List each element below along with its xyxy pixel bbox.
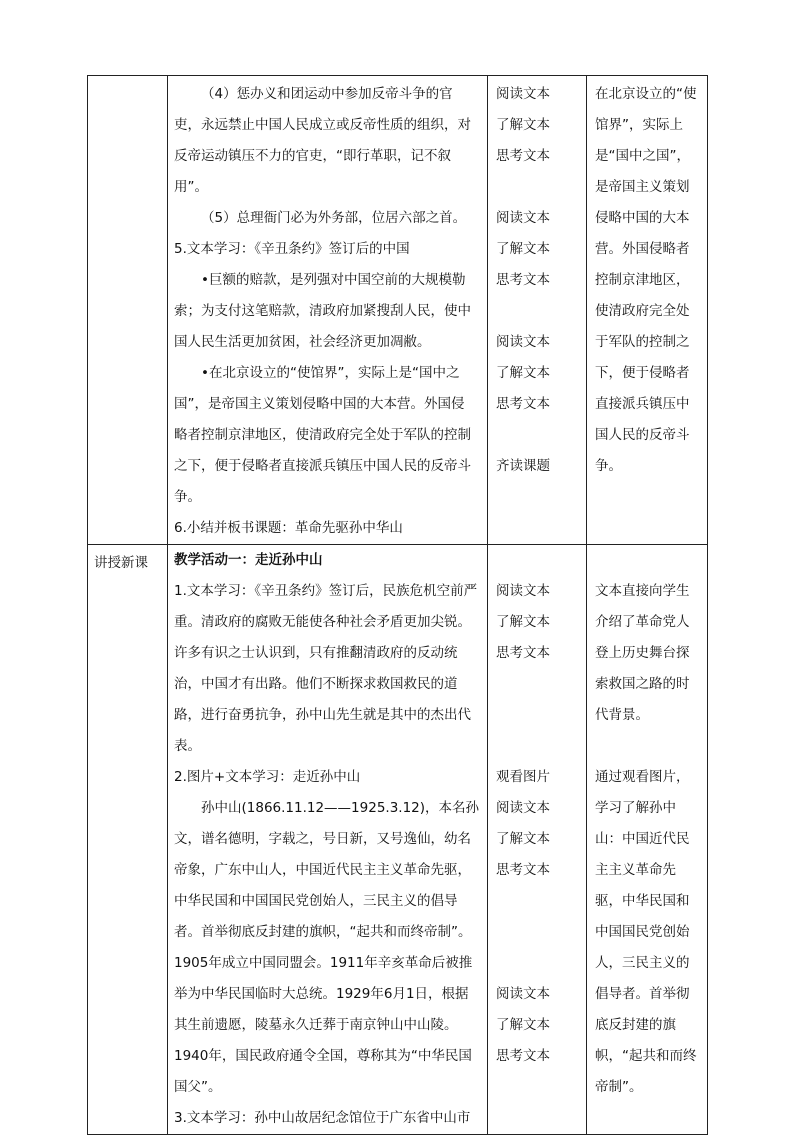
activity-item: 齐读课题 xyxy=(496,458,550,474)
content-cell xyxy=(168,545,488,1135)
paragraph: 6.小结并板书课题：革命先驱孙中华山 xyxy=(174,520,403,536)
activity-item: 阅读文本 xyxy=(496,583,550,599)
paragraph: （4）惩办义和团运动中参加反帝斗争的官吏，永远禁止中国人民成立或反帝性质的组织，对反帝运动镇压不力的官吏，“即行革职，记不叙用”。 xyxy=(174,86,471,195)
activity-item: 思考文本 xyxy=(496,148,550,164)
activity-item: 思考文本 xyxy=(496,862,550,878)
activity-item: 了解文本 xyxy=(496,117,550,133)
activity-item: 了解文本 xyxy=(496,614,550,630)
activity-item: 了解文本 xyxy=(496,241,550,257)
paragraph: •在北京设立的“使馆界”，实际上是“国中之国”，是帝国主义策划侵略中国的大本营。外国侵略者控制京津地区，使清政府完全处于军队的控制之下，便于侵略者直接派兵镇压中国人民的反帝斗争。 xyxy=(174,365,471,505)
design-note: 文本直接向学生介绍了革命党人登上历史舞台探索救国之路的时代背景。 xyxy=(595,583,690,723)
design-note: 通过观看图片，学习了解孙中山：中国近代民主主义革命先驱，中华民国和中国国民党创始人，三民主义的倡导者。首举彻底反封建的旗帜，“起共和而终帝制”。 xyxy=(595,769,697,1095)
notes-cell xyxy=(587,76,708,545)
stage-label: 讲授新课 xyxy=(94,555,148,571)
activity-item: 阅读文本 xyxy=(496,986,550,1002)
stage-cell xyxy=(88,545,168,1135)
paragraph: •巨额的赔款，是列强对中国空前的大规模勒索；为支付这笔赔款，清政府加紧搜刮人民，使中国人民生活更加贫困，社会经济更加凋敝。 xyxy=(174,272,471,350)
activity-item: 了解文本 xyxy=(496,365,550,381)
paragraph: （5）总理衙门必为外务部，位居六部之首。 xyxy=(201,210,467,226)
activity-item: 思考文本 xyxy=(496,645,550,661)
paragraph: 3.文本学习：孙中山故居纪念馆位于广东省中山市 xyxy=(174,1110,471,1126)
activity-heading: 教学活动一：走近孙中山 xyxy=(174,552,323,568)
activity-item: 思考文本 xyxy=(496,396,550,412)
design-note: 在北京设立的“使馆界”，实际上是“国中之国”，是帝国主义策划侵略中国的大本营。外国侵略者控制京津地区，使清政府完全处于军队的控制之下，便于侵略者直接派兵镇压中国人民的反帝斗争。 xyxy=(595,86,697,474)
stage-cell xyxy=(88,76,168,545)
paragraph: 5.文本学习：《辛丑条约》签订后的中国 xyxy=(174,241,410,257)
activity-item: 了解文本 xyxy=(496,1017,550,1033)
activity-cell xyxy=(488,545,587,1135)
activity-item: 阅读文本 xyxy=(496,334,550,350)
lesson-plan-table xyxy=(87,75,708,1135)
activity-item: 阅读文本 xyxy=(496,800,550,816)
paragraph: 1.文本学习：《辛丑条约》签订后，民族危机空前严重。清政府的腐败无能使各种社会矛盾更加尖锐。许多有识之士认识到，只有推翻清政府的反动统治，中国才有出路。他们不断探求救国救民的道路，进行奋勇抗争，孙中山先生就是其中的杰出代表。 xyxy=(174,583,478,754)
activity-item: 阅读文本 xyxy=(496,210,550,226)
table-row xyxy=(88,545,708,1135)
activity-item: 思考文本 xyxy=(496,272,550,288)
table-row xyxy=(88,76,708,545)
activity-cell xyxy=(488,76,587,545)
content-cell xyxy=(168,76,488,545)
paragraph: 孙中山(1866.11.12——1925.3.12)，本名孙文，谱名德明，字载之，号日新，又号逸仙，幼名帝象，广东中山人，中国近代民主主义革命先驱，中华民国和中国国民党创始人，三民主义的倡导者。首举彻底反封建的旗帜，“起共和而终帝制”。1905年成立中国同盟会。1911年辛亥革命后被推举为中华民国临时大总统。1929年6月1日，根据其生前遗愿，陵墓永久迁葬于南京钟山中山陵。1940年，国民政府通令全国，尊称其为“中华民国国父”。 xyxy=(174,800,480,1095)
activity-item: 阅读文本 xyxy=(496,86,550,102)
paragraph: 2.图片+文本学习：走近孙中山 xyxy=(174,769,361,785)
activity-item: 观看图片 xyxy=(496,769,550,785)
notes-cell xyxy=(587,545,708,1135)
activity-item: 思考文本 xyxy=(496,1048,550,1064)
activity-item: 了解文本 xyxy=(496,831,550,847)
